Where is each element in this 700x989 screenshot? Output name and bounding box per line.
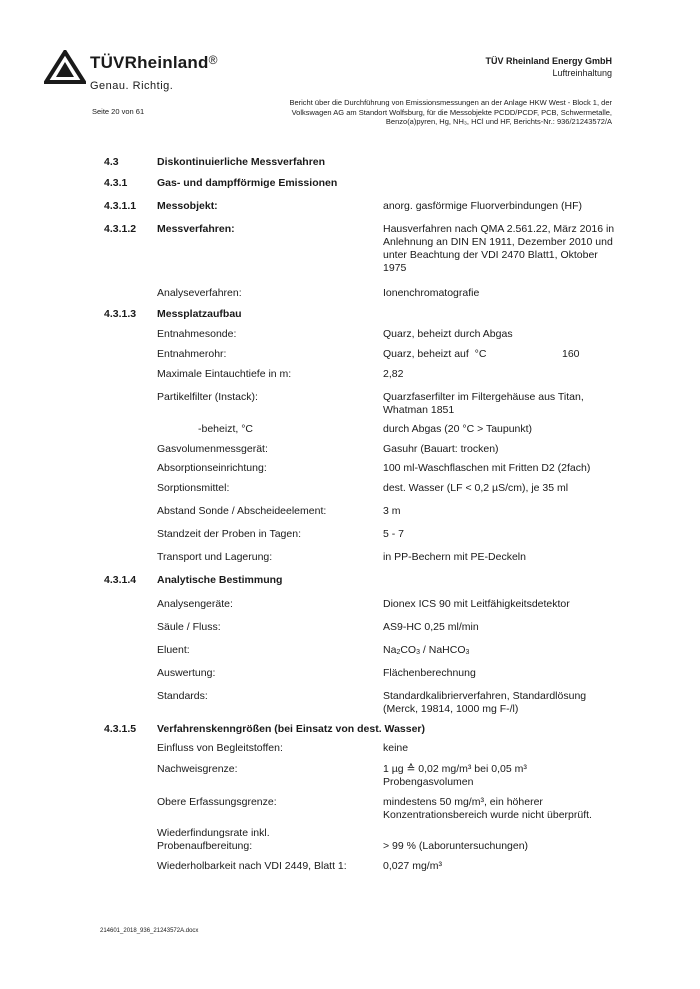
field-label: Entnahmerohr: <box>157 348 227 360</box>
field-value: 2,82 <box>383 368 404 380</box>
field-value: Quarz, beheizt durch Abgas <box>383 328 513 340</box>
field-label: Obere Erfassungsgrenze: <box>157 796 277 808</box>
field-value: keine <box>383 742 409 754</box>
section-number: 4.3.1.3 <box>104 308 137 320</box>
field-label: Auswertung: <box>157 667 216 679</box>
field-label: Standards: <box>157 690 208 702</box>
tuv-triangle-logo-icon <box>44 50 86 84</box>
brand-name: TÜVRheinland® <box>90 53 218 72</box>
field-label: Absorptionseinrichtung: <box>157 462 267 474</box>
section-title: Verfahrenskenngrößen (bei Einsatz von dest. Wasser) <box>157 723 426 735</box>
field-value: 0,027 mg/m³ <box>383 860 442 872</box>
field-label: Nachweisgrenze: <box>157 763 238 775</box>
field-label: Wiederholbarkeit nach VDI 2449, Blatt 1: <box>157 860 347 872</box>
field-value: 1 µg ≙ 0,02 mg/m³ bei 0,05 m³ Probengasvolumen <box>383 763 527 788</box>
slogan: Genau. Richtig. <box>90 80 174 92</box>
field-label: Einfluss von Begleitstoffen: <box>157 742 283 754</box>
field-value-eluent: $Na_2CO_3$ / NaHCO$_3$ <box>383 644 470 656</box>
field-value: mindestens 50 mg/m³, ein höherer Konzentrationsbereich wurde nicht überprüft. <box>383 796 592 821</box>
field-value: Gasuhr (Bauart: trocken) <box>383 443 499 455</box>
field-label: Entnahmesonde: <box>157 328 237 340</box>
section-number: 4.3.1 <box>104 177 128 189</box>
field-label: Standzeit der Proben in Tagen: <box>157 528 301 540</box>
field-value: dest. Wasser (LF < 0,2 µS/cm), je 35 ml <box>383 482 569 494</box>
field-value: 100 ml-Waschflaschen mit Fritten D2 (2fach) <box>383 462 591 474</box>
field-value: Quarz, beheizt auf °C <box>383 348 487 360</box>
field-value: durch Abgas (20 °C > Taupunkt) <box>383 423 533 435</box>
field-label: -beheizt, °C <box>198 423 253 435</box>
section-number: 4.3 <box>104 156 119 168</box>
field-value: 5 - 7 <box>383 528 405 540</box>
section-title: Diskontinuierliche Messverfahren <box>157 156 326 168</box>
section-title: Messobjekt: <box>157 200 218 212</box>
field-value: AS9-HC 0,25 ml/min <box>383 621 479 633</box>
field-label: Maximale Eintauchtiefe in m: <box>157 368 292 380</box>
field-value: anorg. gasförmige Fluorverbindungen (HF) <box>383 200 583 212</box>
field-value: Flächenberechnung <box>383 667 476 679</box>
field-value: > 99 % (Laboruntersuchungen) <box>383 840 529 852</box>
section-number: 4.3.1.2 <box>104 223 137 235</box>
field-label: Transport und Lagerung: <box>157 551 273 563</box>
section-number: 4.3.1.5 <box>104 723 137 735</box>
section-title: Messplatzaufbau <box>157 308 242 320</box>
section-title: Gas- und dampfförmige Emissionen <box>157 177 338 189</box>
field-label: Eluent: <box>157 644 190 656</box>
field-value: Hausverfahren nach QMA 2.561.22, März 2016 in Anlehnung an DIN EN 1911, Dezember 2010 und unter Beachtung der VDI 2470 Blatt1, Oktober 1975 <box>383 223 615 274</box>
field-value: Dionex ICS 90 mit Leitfähigkeitsdetektor <box>383 598 570 610</box>
section-title: Messverfahren: <box>157 223 235 235</box>
section-number: 4.3.1.4 <box>104 574 137 586</box>
field-value: Quarzfaserfilter im Filtergehäuse aus Titan, Whatman 1851 <box>383 391 584 416</box>
field-label: Sorptionsmittel: <box>157 482 230 494</box>
page-number: Seite 20 von 61 <box>92 107 145 116</box>
field-label: Wiederfindungsrate inkl. Probenaufbereitung: <box>157 827 270 852</box>
section-number: 4.3.1.1 <box>104 200 137 212</box>
field-value-extra: 160 <box>562 348 580 360</box>
field-label: Analysengeräte: <box>157 598 233 610</box>
field-label: Partikelfilter (Instack): <box>157 391 258 403</box>
field-value: Ionenchromatografie <box>383 287 480 299</box>
department-name: Luftreinhaltung <box>552 68 612 78</box>
field-value: 3 m <box>383 505 401 517</box>
company-name: TÜV Rheinland Energy GmbH <box>485 56 612 66</box>
footer-filename: 214601_2018_936_21243572A.docx <box>100 928 199 934</box>
field-label: Abstand Sonde / Abscheideelement: <box>157 505 327 517</box>
report-description: Bericht über die Durchführung von Emissionsmessungen an der Anlage HKW West - Block 1, der Volkswagen AG am Standort Wolfsburg, für die Messobjekte PCDD/PCDF, PCB, Schwermetalle, Benzo(a)pyren, Hg, NH₃, HCl und HF, Berichts-Nr.: 936/21243572/A <box>289 98 612 126</box>
field-label: Säule / Fluss: <box>157 621 221 633</box>
field-label: Gasvolumenmessgerät: <box>157 443 268 455</box>
field-value: in PP-Bechern mit PE-Deckeln <box>383 551 526 563</box>
section-title: Analytische Bestimmung <box>157 574 283 586</box>
field-label: Analyseverfahren: <box>157 287 242 299</box>
field-value: Standardkalibrierverfahren, Standardlösung (Merck, 19814, 1000 mg F-/l) <box>383 690 587 715</box>
